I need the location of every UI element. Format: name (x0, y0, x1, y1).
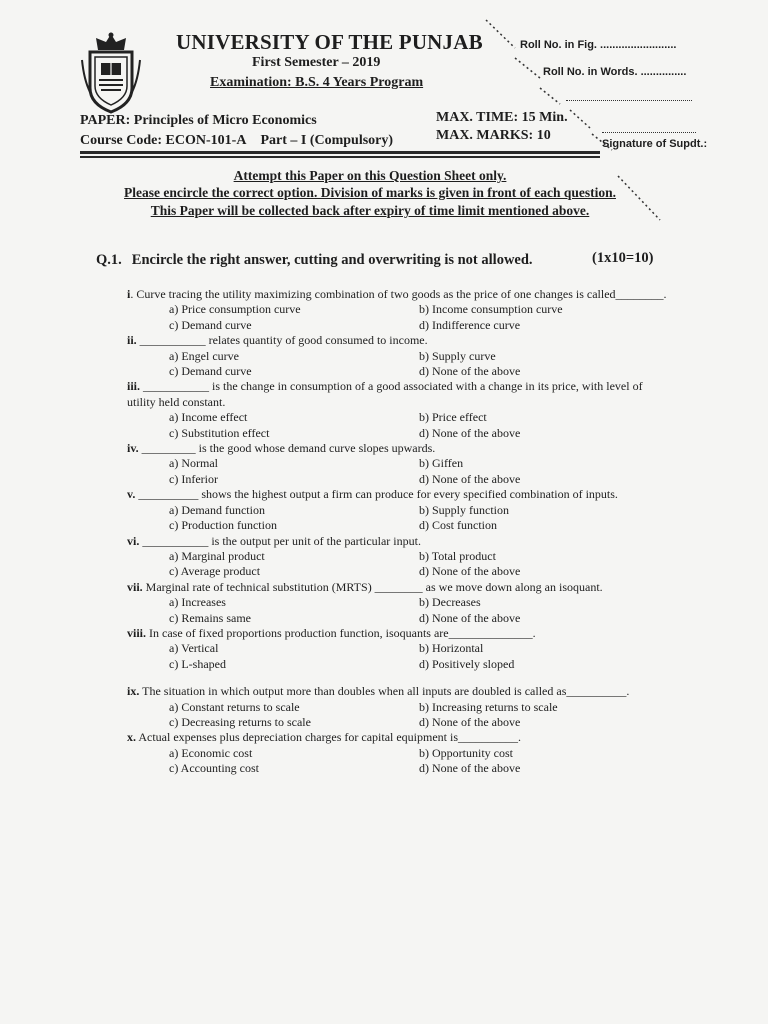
mcq-stem (127, 534, 667, 549)
mcq-number: ix. (127, 684, 140, 699)
mcq-list (127, 287, 667, 777)
mcq-option[interactable]: b) Price effect (419, 410, 487, 425)
roll-number-figures-field[interactable]: Roll No. in Fig. ......................... (520, 39, 677, 51)
mcq-option[interactable]: a) Increases (169, 595, 226, 610)
mcq-option[interactable]: d) None of the above (419, 714, 521, 729)
mcq-option[interactable]: b) Decreases (419, 595, 481, 610)
mcq-text: The situation in which output more than doubles when all inputs are doubled is called as__________. (139, 684, 630, 699)
paper-title: PAPER: Principles of Micro Economics (80, 113, 317, 128)
mcq-number: x. (127, 730, 136, 745)
mcq-stem (127, 580, 667, 595)
semester: First Semester – 2019 (252, 55, 381, 70)
roll-number-words-field[interactable]: Roll No. in Words. ............... (543, 66, 687, 78)
mcq-stem (127, 333, 667, 348)
mcq-option[interactable]: b) Income consumption curve (419, 302, 563, 317)
mcq-option[interactable]: d) None of the above (419, 471, 521, 486)
mcq-option[interactable]: d) None of the above (419, 564, 521, 579)
mcq-option[interactable]: a) Income effect (169, 410, 248, 425)
mcq-option[interactable]: b) Increasing returns to scale (419, 699, 558, 714)
mcq-option[interactable]: b) Supply curve (419, 348, 496, 363)
question-marks: (1x10=10) (592, 250, 654, 266)
mcq-option[interactable]: d) None of the above (419, 610, 521, 625)
part-label: Part – I (Compulsory) (260, 133, 394, 148)
mcq-option[interactable]: a) Economic cost (169, 745, 253, 760)
header-divider-thin (80, 156, 600, 158)
mcq-option[interactable]: c) L-shaped (169, 656, 226, 671)
mcq-option[interactable]: a) Constant returns to scale (169, 699, 300, 714)
mcq-text: __________ shows the highest output a firm can produce for every specified combination of inputs. (135, 487, 618, 502)
course-code: Course Code: ECON-101-A (80, 133, 247, 148)
max-time: MAX. TIME: 15 Min. (436, 110, 568, 125)
mcq-item (127, 580, 667, 626)
mcq-number: i (127, 287, 131, 301)
mcq-stem (127, 684, 667, 699)
mcq-option[interactable]: c) Remains same (169, 610, 251, 625)
mcq-options (127, 503, 667, 534)
mcq-option[interactable]: d) Positively sloped (419, 656, 515, 671)
mcq-text: ___________ relates quantity of good consumed to income. (136, 333, 428, 348)
mcq-options (127, 746, 667, 777)
mcq-item (127, 684, 667, 730)
mcq-option[interactable]: b) Opportunity cost (419, 745, 513, 760)
mcq-option[interactable]: a) Marginal product (169, 548, 265, 563)
mcq-stem (127, 441, 667, 456)
mcq-option[interactable]: a) Price consumption curve (169, 302, 301, 317)
mcq-option[interactable]: a) Demand function (169, 502, 265, 517)
mcq-option[interactable]: b) Supply function (419, 502, 509, 517)
question-number: Q.1. (96, 252, 122, 268)
university-title: UNIVERSITY OF THE PUNJAB (176, 30, 483, 54)
mcq-option[interactable]: a) Normal (169, 456, 218, 471)
mcq-text: Actual expenses plus depreciation charges for capital equipment is__________. (136, 730, 522, 745)
mcq-options (127, 641, 667, 672)
mcq-item (127, 487, 667, 533)
mcq-text: Marginal rate of technical substitution (MRTS) ________ as we move down along an isoquant. (142, 579, 603, 594)
mcq-text: ___________ is the change in consumption of a good associated with a change in its price, with level of utility held constant. (127, 379, 643, 409)
mcq-options (127, 349, 667, 380)
mcq-options (127, 456, 667, 487)
examination-title: Examination: B.S. 4 Years Program (210, 75, 424, 90)
instruction-1: Attempt this Paper on this Question Sheet only. (233, 168, 507, 183)
mcq-option[interactable]: c) Average product (169, 564, 261, 579)
mcq-option[interactable]: c) Demand curve (169, 317, 252, 332)
spacer (127, 672, 667, 684)
mcq-option[interactable]: c) Inferior (169, 471, 218, 486)
mcq-option[interactable]: c) Demand curve (169, 364, 252, 379)
instruction-3: This Paper will be collected back after expiry of time limit mentioned above. (150, 203, 590, 218)
mcq-item (127, 287, 667, 333)
mcq-option[interactable]: d) None of the above (419, 761, 521, 776)
mcq-stem (127, 379, 667, 410)
mcq-option[interactable]: a) Engel curve (169, 348, 239, 363)
mcq-item (127, 626, 667, 672)
mcq-item (127, 534, 667, 580)
question-heading (96, 252, 533, 269)
mcq-options (127, 700, 667, 731)
instruction-2: Please encircle the correct option. Division of marks is given in front of each question. (124, 185, 616, 200)
mcq-item (127, 730, 667, 776)
mcq-option[interactable]: d) Cost function (419, 518, 497, 533)
mcq-options (127, 410, 667, 441)
mcq-number: vi. (127, 533, 140, 548)
mcq-number: iii. (127, 379, 141, 394)
question-text: Encircle the right answer, cutting and overwriting is not allowed. (131, 252, 533, 268)
max-marks: MAX. MARKS: 10 (436, 128, 551, 143)
mcq-item (127, 333, 667, 379)
signature-line[interactable] (602, 132, 696, 133)
mcq-number: vii. (127, 579, 143, 594)
mcq-option[interactable]: a) Vertical (169, 641, 219, 656)
mcq-text: . Curve tracing the utility maximizing combination of two goods as the price of one changes is called________. (130, 287, 667, 301)
mcq-option[interactable]: c) Accounting cost (169, 761, 259, 776)
mcq-stem (127, 487, 667, 502)
header-divider (80, 151, 600, 154)
mcq-text: In case of fixed proportions production function, isoquants are______________. (146, 625, 536, 640)
mcq-option[interactable]: c) Substitution effect (169, 425, 270, 440)
mcq-item (127, 379, 667, 441)
mcq-option[interactable]: c) Decreasing returns to scale (169, 714, 311, 729)
mcq-stem (127, 287, 667, 302)
mcq-number: ii. (127, 333, 137, 348)
mcq-option[interactable]: b) Horizontal (419, 641, 484, 656)
mcq-number: iv. (127, 441, 139, 456)
signature-label: Signature of Supdt.: (602, 138, 708, 150)
roll-number-words-line[interactable] (566, 100, 692, 101)
mcq-options (127, 302, 667, 333)
mcq-option[interactable]: b) Total product (419, 548, 496, 563)
mcq-option[interactable]: d) None of the above (419, 364, 521, 379)
mcq-option[interactable]: b) Giffen (419, 456, 464, 471)
mcq-stem (127, 730, 667, 745)
mcq-options (127, 549, 667, 580)
mcq-stem (127, 626, 667, 641)
mcq-option[interactable]: c) Production function (169, 518, 277, 533)
mcq-text: ___________ is the output per unit of the particular input. (139, 533, 421, 548)
mcq-number: viii. (127, 625, 147, 640)
mcq-option[interactable]: d) Indifference curve (419, 317, 521, 332)
mcq-text: _________ is the good whose demand curve slopes upwards. (138, 441, 436, 456)
mcq-number: v. (127, 487, 136, 502)
mcq-item (127, 441, 667, 487)
mcq-options (127, 595, 667, 626)
mcq-option[interactable]: d) None of the above (419, 425, 521, 440)
